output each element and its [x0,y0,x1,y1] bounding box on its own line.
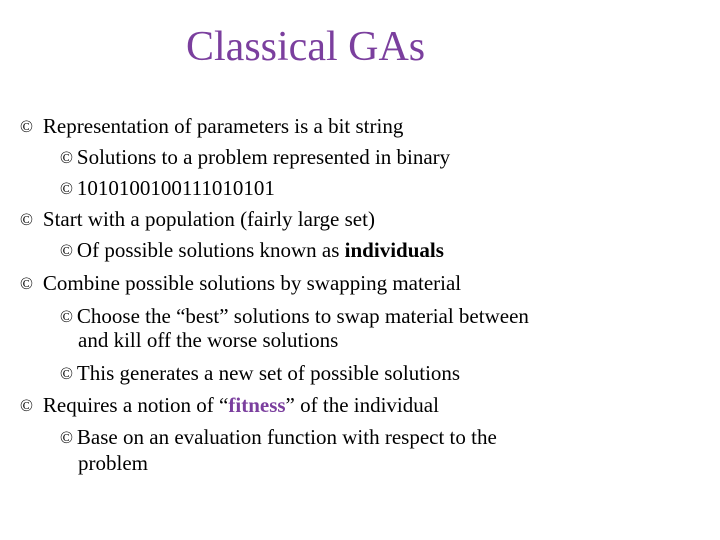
bullet-item-1 [20,114,403,140]
sub-bullet-item-1-1 [60,145,450,171]
sub-bullet-item-4-1 [60,425,497,451]
sub-bullet-text: Base on an evaluation function with respect to the [76,425,497,449]
sub-bullet-text: This generates a new set of possible solutions [76,361,461,385]
bullet-item-2 [20,207,375,233]
emphasized-term: fitness [228,393,286,417]
bullet-text: Representation of parameters is a bit string [42,114,404,138]
sub-bullet-item-3-2 [60,361,460,387]
bullet-item-4 [20,393,439,419]
slide-title: Classical GAs [186,24,426,70]
triangle-bullet-icon: © [60,364,73,383]
sub-bullet-continuation: and kill off the worse solutions [78,328,339,352]
triangle-bullet-icon: © [60,428,73,447]
triangle-bullet-icon: © [60,307,73,326]
triangle-bullet-icon: © [20,274,33,293]
triangle-bullet-icon: © [60,148,73,167]
triangle-bullet-icon: © [20,396,33,415]
sub-bullet-text: Of possible solutions known as [76,238,345,262]
sub-bullet-item-3-1 [60,304,529,330]
bullet-text-end: ” of the individual [285,393,439,417]
bullet-text: Start with a population (fairly large set) [42,207,375,231]
sub-bullet-text: Choose the “best” solutions to swap material between [76,304,529,328]
triangle-bullet-icon: © [60,241,73,260]
sub-bullet-item-1-2 [60,176,275,202]
sub-bullet-continuation: problem [78,451,148,475]
bullet-text: Requires a notion of “ [42,393,229,417]
triangle-bullet-icon: © [60,179,73,198]
bullet-text: Combine possible solutions by swapping material [42,271,462,295]
bullet-item-3 [20,271,461,297]
sub-bullet-text: 1010100100111010101 [76,176,275,200]
sub-bullet-text: Solutions to a problem represented in binary [76,145,451,169]
triangle-bullet-icon: © [20,210,33,229]
sub-bullet-item-2-1 [60,238,444,264]
triangle-bullet-icon: © [20,117,33,136]
emphasized-term: individuals [344,238,444,262]
